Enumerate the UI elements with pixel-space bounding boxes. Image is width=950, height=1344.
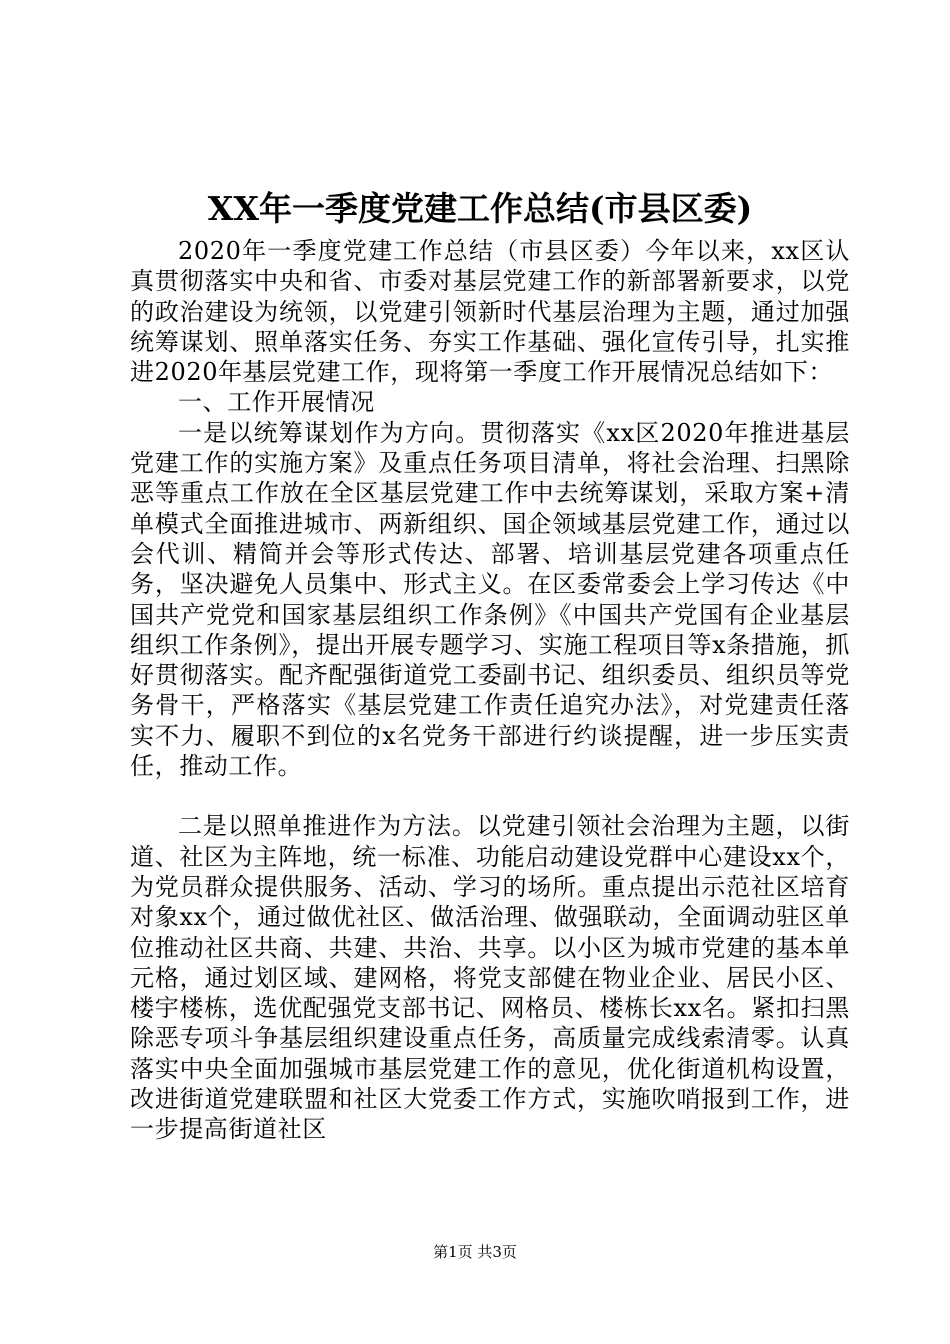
- page-number-footer: 第1页 共3页: [433, 1243, 517, 1261]
- document-body: [130, 236, 850, 1145]
- paragraph-point-two: 二是以照单推进作为方法。以党建引领社会治理为主题，以街道、社区为主阵地，统一标准、功能启动建设党群中心建设xx个，为党员群众提供服务、活动、学习的场所。重点提出示范社区培育对象xx个，通过做优社区、做活治理、做强联动，全面调动驻区单位推动社区共商、共建、共治、共享。以小区为城市党建的基本单元格，通过划区域、建网格，将党支部健在物业企业、居民小区、楼宇楼栋，选优配强党支部书记、网格员、楼栋长xx名。紧扣扫黑除恶专项斗争基层组织建设重点任务，高质量完成线索清零。认真落实中央全面加强城市基层党建工作的意见，优化街道机构设置，改进街道党建联盟和社区大党委工作方式，实施吹哨报到工作，进一步提高街道社区: [130, 812, 850, 1144]
- paragraph-point-one: 一是以统筹谋划作为方向。贯彻落实《xx区2020年推进基层党建工作的实施方案》及重点任务项目清单，将社会治理、扫黑除恶等重点工作放在全区基层党建工作中去统筹谋划，采取方案+清单模式全面推进城市、两新组织、国企领域基层党建工作，通过以会代训、精简并会等形式传达、部署、培训基层党建各项重点任务，坚决避免人员集中、形式主义。在区委常委会上学习传达《中国共产党党和国家基层组织工作条例》《中国共产党国有企业基层组织工作条例》，提出开展专题学习、实施工程项目等x条措施，抓好贯彻落实。配齐配强街道党工委副书记、组织委员、组织员等党务骨干，严格落实《基层党建工作责任追究办法》，对党建责任落实不力、履职不到位的x名党务干部进行约谈提醒，进一步压实责任，推动工作。: [130, 418, 850, 781]
- section-heading: 一、工作开展情况: [178, 388, 375, 417]
- paragraph-intro: 2020年一季度党建工作总结（市县区委）今年以来，xx区认真贯彻落实中央和省、市委对基层党建工作的新部署新要求，以党的政治建设为统领，以党建引领新时代基层治理为主题，通过加强统筹谋划、照单落实任务、夯实工作基础、强化宣传引导，扎实推进2020年基层党建工作，现将第一季度工作开展情况总结如下：: [130, 237, 850, 387]
- document-title: XX年一季度党建工作总结(市县区委): [207, 189, 753, 228]
